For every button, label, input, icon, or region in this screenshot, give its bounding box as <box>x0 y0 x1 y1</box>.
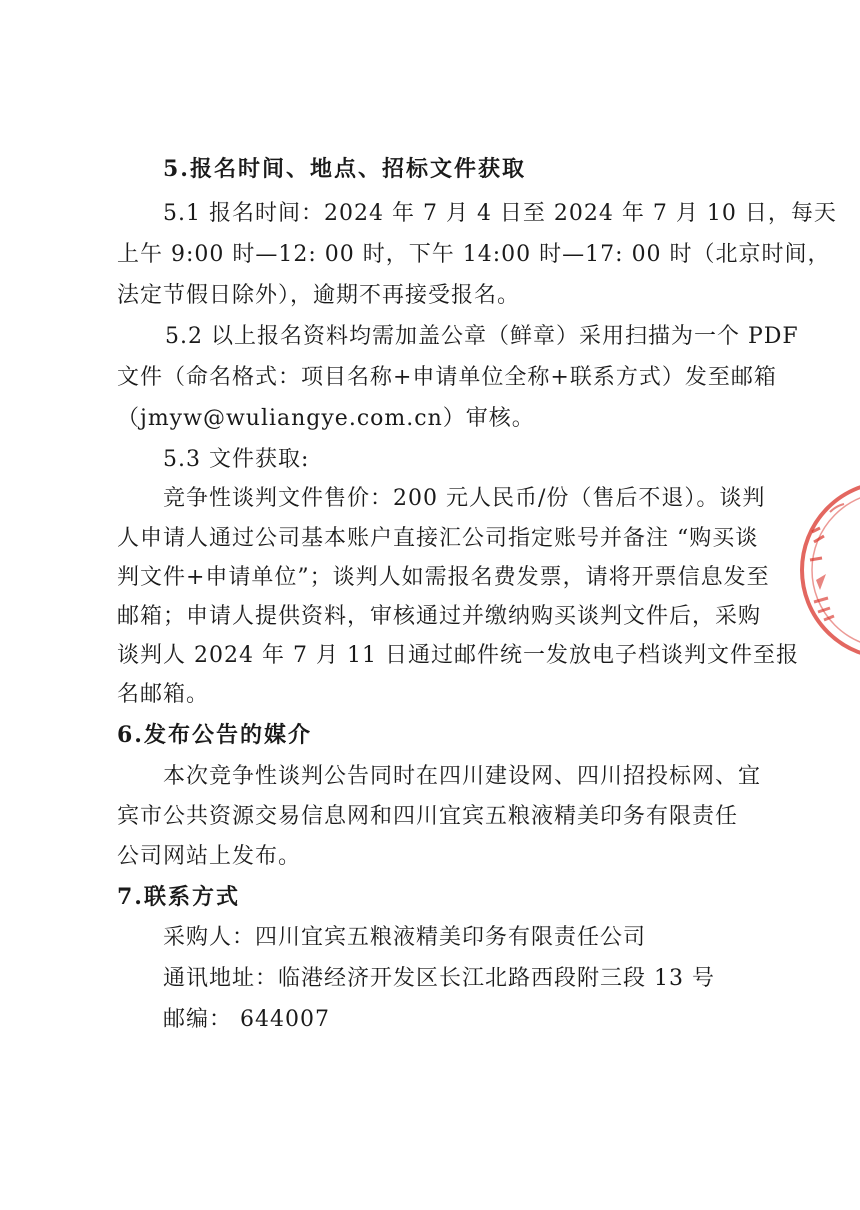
section5-1-line-3: 法定节假日除外），逾期不再接受报名。 <box>117 283 521 308</box>
section5-1-line-2: 上午 9:00 时—12: 00 时，下午 14:00 时—17: 00 时（北京时间， <box>117 242 831 267</box>
section5-3-line-5: 谈判人 2024 年 7 月 11 日通过邮件统一发放电子档谈判文件至报 <box>117 643 799 668</box>
company-seal-image <box>790 470 860 670</box>
section5-3-title: 5.3 文件获取: <box>163 447 310 472</box>
section5-1-line-1: 5.1 报名时间：2024 年 7 月 4 日至 2024 年 7 月 10 日，每天 <box>163 201 837 226</box>
section5-3-line-3: 判文件+申请单位”；谈判人如需报名费发票，请将开票信息发至 <box>117 565 770 590</box>
purchaser-line: 采购人：四川宜宾五粮液精美印务有限责任公司 <box>163 925 647 950</box>
address-line: 通讯地址：临港经济开发区长江北路西段附三段 13 号 <box>163 966 715 991</box>
section7-heading: 7.联系方式 <box>117 884 240 910</box>
section5-2-email-line: （jmyw@wuliangye.com.cn）审核。 <box>117 406 535 431</box>
postcode-line: 邮编： 644007 <box>163 1007 330 1032</box>
section5-3-line-6: 名邮箱。 <box>117 682 210 707</box>
section5-3-line-1: 竞争性谈判文件售价：200 元人民币/份（售后不退）。谈判 <box>163 486 766 511</box>
section6-line-3: 公司网站上发布。 <box>117 844 302 869</box>
section5-heading: 5.报名时间、地点、招标文件获取 <box>163 156 526 182</box>
section5-2-line-1: 5.2 以上报名资料均需加盖公章（鲜章）采用扫描为一个 PDF <box>165 324 799 349</box>
section6-line-1: 本次竞争性谈判公告同时在四川建设网、四川招投标网、宜 <box>163 764 762 789</box>
section5-2-line-2: 文件（命名格式：项目名称+申请单位全称+联系方式）发至邮箱 <box>117 365 777 390</box>
section5-3-line-4: 邮箱；申请人提供资料，审核通过并缴纳购买谈判文件后，采购 <box>117 604 762 629</box>
section6-heading: 6.发布公告的媒介 <box>117 722 312 748</box>
section5-3-line-2: 人申请人通过公司基本账户直接汇公司指定账号并备注 “购买谈 <box>117 526 759 551</box>
section6-line-2: 宾市公共资源交易信息网和四川宜宾五粮液精美印务有限责任 <box>117 804 739 829</box>
